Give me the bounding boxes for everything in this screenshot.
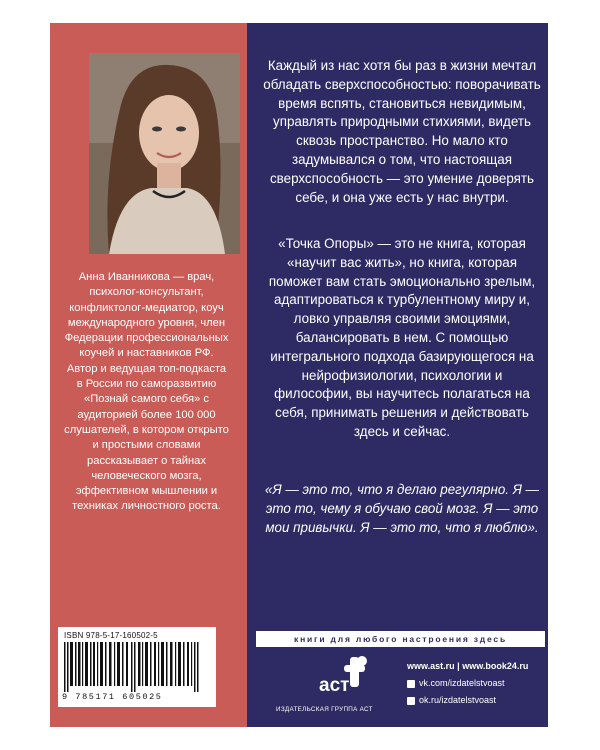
isbn-barcode bbox=[58, 627, 216, 707]
isbn-digits: 9 785171 605025 bbox=[62, 692, 163, 702]
barcode-icon bbox=[64, 642, 210, 692]
vk-link-row[interactable] bbox=[407, 675, 547, 692]
ok-icon bbox=[407, 697, 415, 705]
publisher-caption: ИЗДАТЕЛЬСКАЯ ГРУППА АСТ bbox=[276, 706, 373, 713]
ok-link-row[interactable] bbox=[407, 692, 547, 709]
author-portrait-illustration bbox=[89, 53, 240, 254]
left-panel bbox=[50, 23, 247, 727]
right-panel bbox=[247, 23, 548, 727]
publisher-logo-icon bbox=[317, 655, 377, 699]
description-paragraph-2: «Точка Опоры» — это не книга, которая «научит вас жить», но книга, которая поможет вам стать эмоционально зрелым, адаптироваться к турбулентному миру и, ловко управляя своими эмоциями, балансировать в нем. С помощью интегрального подхода базирующегося на нейрофизиологии, психологии и философии, вы научитесь полагаться на себя, принимать решения и действовать здесь и сейчас. bbox=[268, 236, 536, 439]
author-quote: «Я — это то, что я делаю регулярно. Я — это то, чему я обучаю свой мозг. Я — это мои привычки. Я — это то, что я люблю». bbox=[265, 482, 539, 535]
publisher-logo-text: аст bbox=[319, 675, 350, 696]
author-photo bbox=[89, 53, 240, 254]
vk-icon bbox=[407, 680, 415, 688]
isbn-label: ISBN 978-5-17-160502-5 bbox=[64, 631, 158, 640]
web-links-row bbox=[407, 658, 547, 675]
web-links[interactable]: www.ast.ru | www.book24.ru bbox=[407, 661, 529, 671]
description-paragraph-1: Каждый из нас хотя бы раз в жизни мечтал обладать сверхспособностью: поворачивать время вспять, становиться невидимым, управлять природными стихиями, видеть сквозь пространство. Но мало кто задумывался о том, что настоящая сверхспособность — это умение доверять себе, и она уже есть у нас внутри. bbox=[263, 58, 541, 205]
ok-link[interactable]: ok.ru/izdatelstvoast bbox=[419, 695, 497, 705]
author-bio: Анна Иванникова — врач, психолог-консультант, конфликтолог-медиатор, коуч международного уровня, член Федерации профессиональных коучей и наставников РФ. Автор и ведущая топ-подкаста в России по саморазвитию «Познай самого себя» с аудиторией более 100 000 слушателей, в котором открыто и простыми словами рассказывает о тайнах человеческого мозга, эффективном мышлении и техниках личностного роста. bbox=[64, 271, 229, 513]
vk-link[interactable]: vk.com/izdatelstvoast bbox=[419, 678, 505, 688]
book-back-cover bbox=[50, 23, 548, 727]
publisher-links bbox=[407, 658, 547, 709]
tagline-banner: книги для любого настроения здесь bbox=[256, 631, 545, 647]
